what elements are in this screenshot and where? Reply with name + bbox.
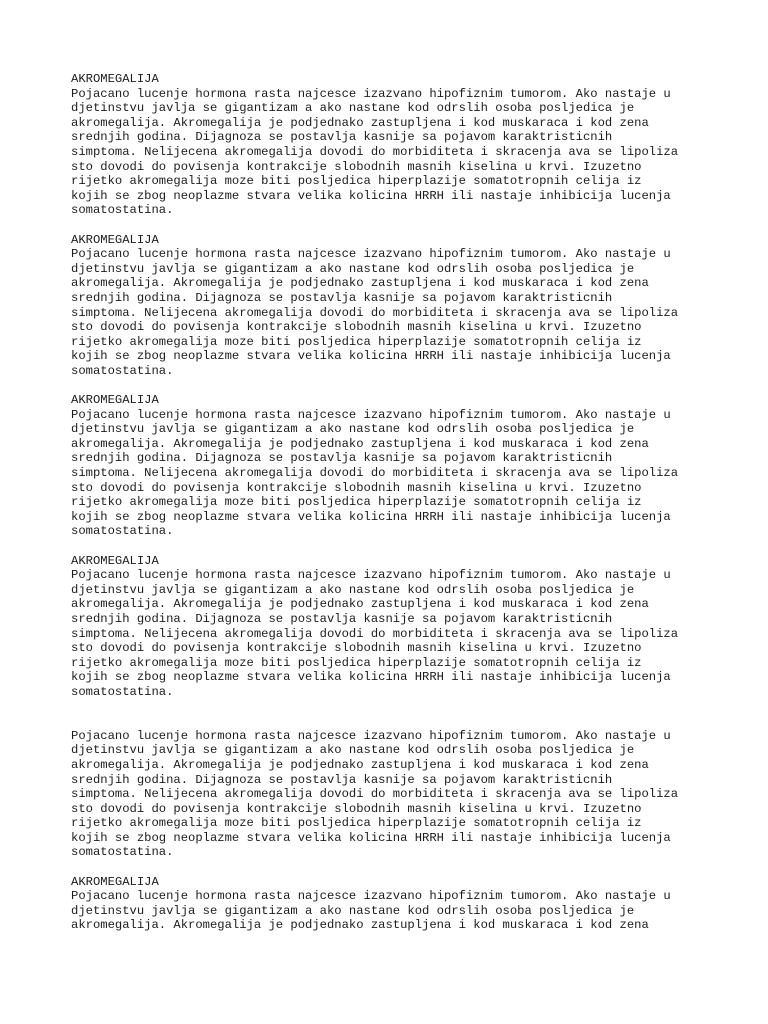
paragraph-line: srednjih godina. Dijagnoza se postavlja kasnije sa pojavom karaktristicnih bbox=[71, 130, 613, 145]
paragraph-line: Pojacano lucenje hormona rasta najcesce izazvano hipofiznim tumorom. Ako nastaje u bbox=[71, 889, 671, 904]
paragraph-line: rijetko akromegalija moze biti posljedica hiperplazije somatotropnih celija iz bbox=[71, 495, 642, 510]
document-page bbox=[71, 72, 731, 948]
paragraph-line: kojih se zbog neoplazme stvara velika kolicina HRRH ili nastaje inhibicija lucenja bbox=[71, 349, 671, 364]
paragraph-line: rijetko akromegalija moze biti posljedica hiperplazije somatotropnih celija iz bbox=[71, 816, 642, 831]
paragraph-heading: AKROMEGALIJA bbox=[71, 393, 159, 408]
paragraph-2 bbox=[71, 233, 731, 379]
paragraph-heading: AKROMEGALIJA bbox=[71, 874, 159, 889]
paragraph-line: kojih se zbog neoplazme stvara velika kolicina HRRH ili nastaje inhibicija lucenja bbox=[71, 188, 671, 203]
paragraph-heading: AKROMEGALIJA bbox=[71, 72, 159, 86]
paragraph-line: Pojacano lucenje hormona rasta najcesce izazvano hipofiznim tumorom. Ako nastaje u bbox=[71, 86, 671, 101]
paragraph-line: akromegalija. Akromegalija je podjednako zastupljena i kod muskaraca i kod zena bbox=[71, 276, 649, 291]
paragraph-4 bbox=[71, 554, 731, 700]
paragraph-line: kojih se zbog neoplazme stvara velika kolicina HRRH ili nastaje inhibicija lucenja bbox=[71, 509, 671, 524]
paragraph-line: djetinstvu javlja se gigantizam a ako nastane kod odrslih osoba posljedica je bbox=[71, 743, 635, 758]
paragraph-line: simptoma. Nelijecena akromegalija dovodi do morbiditeta i skracenja ava se lipoliza bbox=[71, 305, 679, 320]
paragraph-line: djetinstvu javlja se gigantizam a ako nastane kod odrslih osoba posljedica je bbox=[71, 903, 635, 918]
paragraph-line: kojih se zbog neoplazme stvara velika kolicina HRRH ili nastaje inhibicija lucenja bbox=[71, 670, 671, 685]
paragraph-line: Pojacano lucenje hormona rasta najcesce izazvano hipofiznim tumorom. Ako nastaje u bbox=[71, 407, 671, 422]
paragraph-3 bbox=[71, 393, 731, 539]
paragraph-line: kojih se zbog neoplazme stvara velika kolicina HRRH ili nastaje inhibicija lucenja bbox=[71, 830, 671, 845]
paragraph-line: Pojacano lucenje hormona rasta najcesce izazvano hipofiznim tumorom. Ako nastaje u bbox=[71, 247, 671, 262]
paragraph-line: akromegalija. Akromegalija je podjednako zastupljena i kod muskaraca i kod zena bbox=[71, 115, 649, 130]
paragraph-line: akromegalija. Akromegalija je podjednako zastupljena i kod muskaraca i kod zena bbox=[71, 757, 649, 772]
paragraph-line: djetinstvu javlja se gigantizam a ako nastane kod odrslih osoba posljedica je bbox=[71, 101, 635, 116]
paragraph-line: sto dovodi do povisenja kontrakcije slobodnih masnih kiselina u krvi. Izuzetno bbox=[71, 480, 642, 495]
paragraph-6 bbox=[71, 875, 731, 933]
paragraph-line: Pojacano lucenje hormona rasta najcesce izazvano hipofiznim tumorom. Ako nastaje u bbox=[71, 728, 671, 743]
paragraph-line: akromegalija. Akromegalija je podjednako zastupljena i kod muskaraca i kod zena bbox=[71, 597, 649, 612]
paragraph-line: somatostatina. bbox=[71, 524, 174, 539]
paragraph-line: simptoma. Nelijecena akromegalija dovodi do morbiditeta i skracenja ava se lipoliza bbox=[71, 787, 679, 802]
paragraph-line: akromegalija. Akromegalija je podjednako zastupljena i kod muskaraca i kod zena bbox=[71, 918, 649, 933]
paragraph-line: srednjih godina. Dijagnoza se postavlja kasnije sa pojavom karaktristicnih bbox=[71, 772, 613, 787]
paragraph-line: djetinstvu javlja se gigantizam a ako nastane kod odrslih osoba posljedica je bbox=[71, 582, 635, 597]
paragraph-heading: AKROMEGALIJA bbox=[71, 232, 159, 247]
paragraph-line: sto dovodi do povisenja kontrakcije slobodnih masnih kiselina u krvi. Izuzetno bbox=[71, 159, 642, 174]
paragraph-line: srednjih godina. Dijagnoza se postavlja kasnije sa pojavom karaktristicnih bbox=[71, 611, 613, 626]
paragraph-line: srednjih godina. Dijagnoza se postavlja kasnije sa pojavom karaktristicnih bbox=[71, 451, 613, 466]
paragraph-line: rijetko akromegalija moze biti posljedica hiperplazije somatotropnih celija iz bbox=[71, 334, 642, 349]
paragraph-line: sto dovodi do povisenja kontrakcije slobodnih masnih kiselina u krvi. Izuzetno bbox=[71, 801, 642, 816]
paragraph-line: simptoma. Nelijecena akromegalija dovodi do morbiditeta i skracenja ava se lipoliza bbox=[71, 466, 679, 481]
paragraph-line: akromegalija. Akromegalija je podjednako zastupljena i kod muskaraca i kod zena bbox=[71, 436, 649, 451]
paragraph-line: djetinstvu javlja se gigantizam a ako nastane kod odrslih osoba posljedica je bbox=[71, 261, 635, 276]
paragraph-line: simptoma. Nelijecena akromegalija dovodi do morbiditeta i skracenja ava se lipoliza bbox=[71, 626, 679, 641]
paragraph-5 bbox=[71, 714, 731, 860]
paragraph-line: srednjih godina. Dijagnoza se postavlja kasnije sa pojavom karaktristicnih bbox=[71, 290, 613, 305]
paragraph-line: somatostatina. bbox=[71, 684, 174, 699]
paragraph-line: somatostatina. bbox=[71, 363, 174, 378]
paragraph-heading bbox=[71, 714, 731, 729]
paragraph-line: sto dovodi do povisenja kontrakcije slobodnih masnih kiselina u krvi. Izuzetno bbox=[71, 641, 642, 656]
paragraph-line: Pojacano lucenje hormona rasta najcesce izazvano hipofiznim tumorom. Ako nastaje u bbox=[71, 568, 671, 583]
paragraph-line: somatostatina. bbox=[71, 845, 174, 860]
paragraph-line: djetinstvu javlja se gigantizam a ako nastane kod odrslih osoba posljedica je bbox=[71, 422, 635, 437]
paragraph-heading: AKROMEGALIJA bbox=[71, 553, 159, 568]
paragraph-line: rijetko akromegalija moze biti posljedica hiperplazije somatotropnih celija iz bbox=[71, 655, 642, 670]
paragraph-1 bbox=[71, 72, 731, 218]
paragraph-line: simptoma. Nelijecena akromegalija dovodi do morbiditeta i skracenja ava se lipoliza bbox=[71, 144, 679, 159]
paragraph-line: rijetko akromegalija moze biti posljedica hiperplazije somatotropnih celija iz bbox=[71, 174, 642, 189]
paragraph-line: sto dovodi do povisenja kontrakcije slobodnih masnih kiselina u krvi. Izuzetno bbox=[71, 320, 642, 335]
paragraph-line: somatostatina. bbox=[71, 203, 174, 218]
